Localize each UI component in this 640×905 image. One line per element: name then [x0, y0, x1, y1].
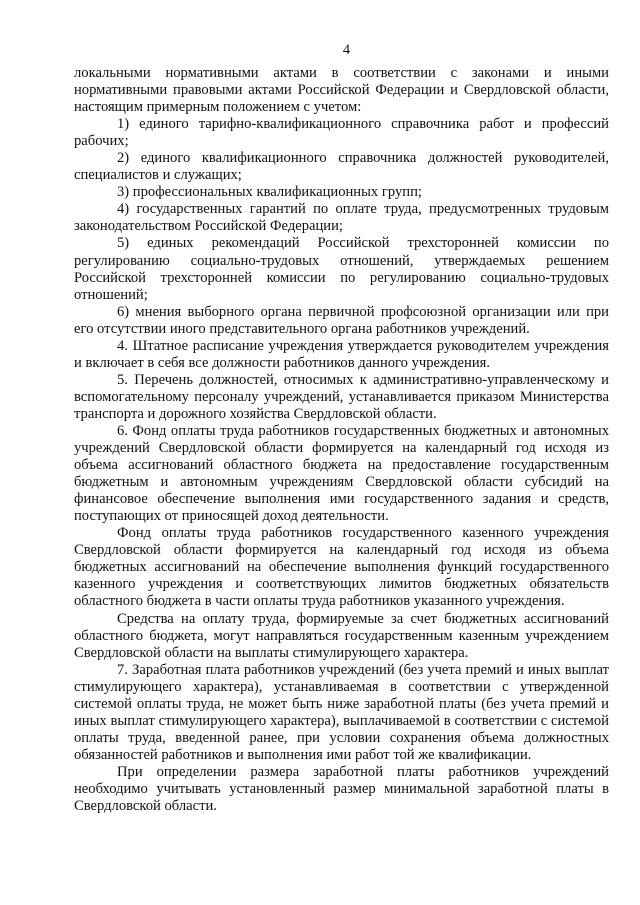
- clause-7: 7. Заработная плата работников учреждений (без учета премий и иных выплат стимулирующего характера), устанавливаемая в соответствии с утвержденной системой оплаты труда, не может быть ниже заработной платы (без учета премий и иных выплат стимулирующего характера), выплачиваемой в соответствии с системой оплаты труда, введенной ранее, при условии сохранения объема должностных обязанностей работников и выполнения ими работ той же квалификации.: [74, 661, 609, 763]
- list-item-6: 6) мнения выборного органа первичной профсоюзной организации или при его отсутствии иного представительного органа работников учреждений.: [74, 303, 609, 337]
- list-item-5: 5) единых рекомендаций Российской трехсторонней комиссии по регулированию социально-трудовых отношений, утверждаемых решением Российской трехсторонней комиссии по регулированию социально-трудовых отношений;: [74, 235, 609, 303]
- paragraph-continuation: локальными нормативными актами в соответствии с законами и иными нормативными правовыми актами Российской Федерации и Свердловской области, настоящим примерным положением с учетом:: [74, 65, 609, 116]
- clause-6-paragraph-3: Средства на оплату труда, формируемые за счет бюджетных ассигнований областного бюджета, могут направляться государственным казенным учреждением Свердловской области на выплаты стимулирующего характера.: [74, 610, 609, 661]
- clause-5: 5. Перечень должностей, относимых к административно-управленческому и вспомогательному персоналу учреждений, устанавливается приказом Министерства транспорта и дорожного хозяйства Свердловской области.: [74, 371, 609, 422]
- page-number: 4: [342, 42, 351, 58]
- list-item-3: 3) профессиональных квалификационных групп;: [117, 184, 422, 201]
- list-item-1: 1) единого тарифно-квалификационного справочника работ и профессий рабочих;: [74, 116, 609, 150]
- clause-6: 6. Фонд оплаты труда работников государственных бюджетных и автономных учреждений Свердловской области формируется на календарный год исходя из объема ассигнований областного бюджета на предоставление государственным бюджетным и автономным учреждениям Свердловской области субсидий на финансовое обеспечение выполнения ими государственного задания и средств, поступающих от приносящей доход деятельности.: [74, 422, 609, 525]
- clause-7-paragraph-2: При определении размера заработной платы работников учреждений необходимо учитывать установленный размер минимальной заработной платы в Свердловской области.: [74, 763, 609, 815]
- clause-4: 4. Штатное расписание учреждения утверждается руководителем учреждения и включает в себя все должности работников данного учреждения.: [74, 337, 609, 371]
- list-item-2: 2) единого квалификационного справочника должностей руководителей, специалистов и служащих;: [74, 150, 609, 184]
- list-item-4: 4) государственных гарантий по оплате труда, предусмотренных трудовым законодательством Российской Федерации;: [74, 201, 609, 235]
- clause-6-paragraph-2: Фонд оплаты труда работников государственного казенного учреждения Свердловской области формируется на календарный год исходя из объема бюджетных ассигнований на обеспечение выполнения функций государственного казенного учреждения и соответствующих лимитов бюджетных обязательств областного бюджета в части оплаты труда работников указанного учреждения.: [74, 525, 609, 610]
